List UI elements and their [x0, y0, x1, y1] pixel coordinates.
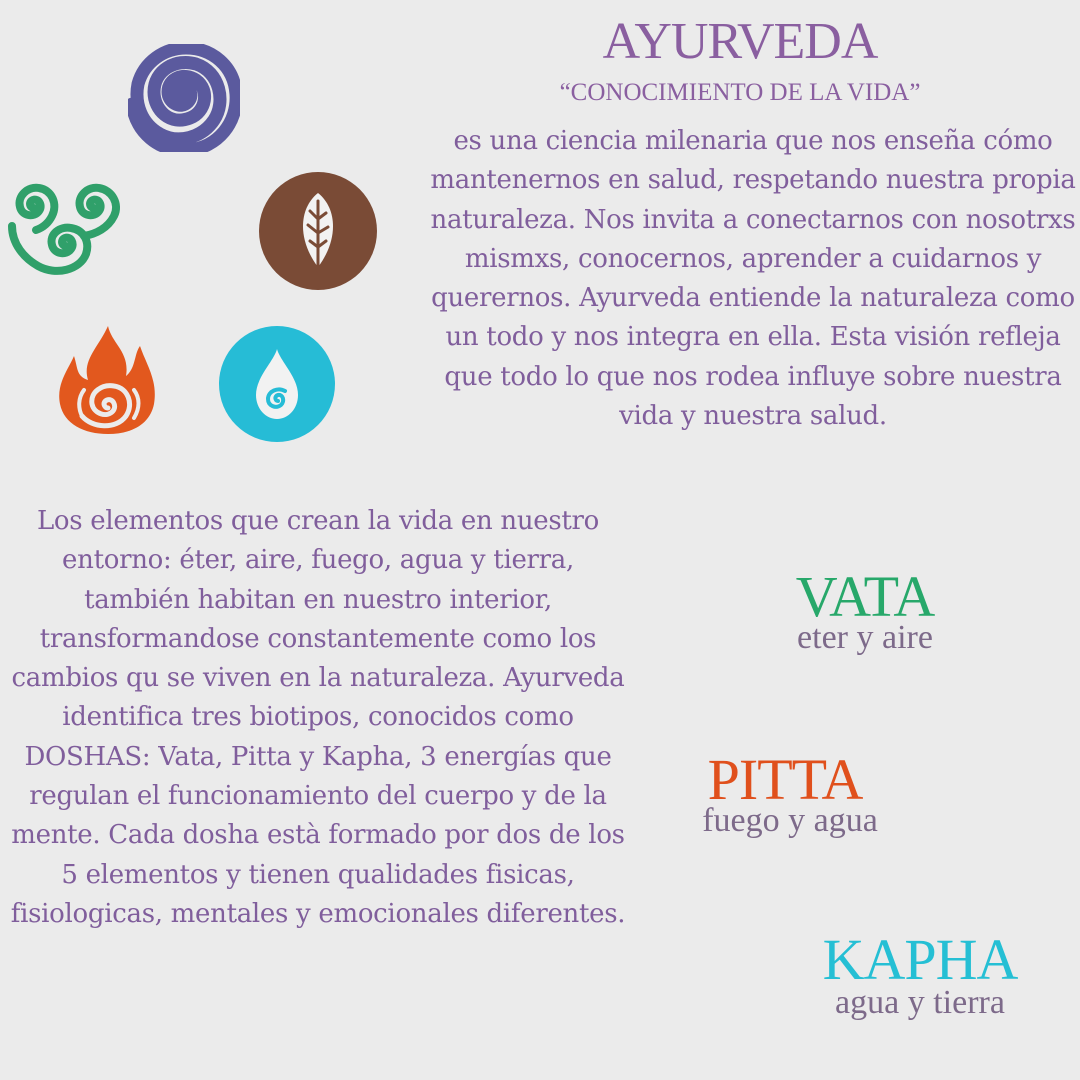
dosha-kapha-name: KAPHA: [822, 927, 1018, 992]
water-drop-icon: [218, 325, 336, 443]
elements-paragraph: Los elementos que crean la vida en nuestro entorno: éter, aire, fuego, agua y tierra, también habitan en nuestro interior, transformandose constantemente como los cambios qu se viven en la naturaleza. Ayurveda identifica tres biotipos, conocidos como DOSHAS: Vata, Pitta y Kapha, 3 energías que regulan el funcionamiento del cuerpo y de la mente. Cada dosha està formado por dos de los 5 elementos y tienen qualidades fisicas, fisiologicas, mentales y emocionales diferentes.: [10, 506, 626, 929]
flame-icon: [54, 324, 162, 436]
spiral-icon: [128, 44, 240, 152]
triple-spiral-icon: [6, 176, 124, 278]
page-subtitle: “CONOCIMIENTO DE LA VIDA”: [559, 79, 921, 106]
dosha-vata-elements: eter y aire: [797, 619, 933, 656]
leaf-icon: [258, 171, 378, 291]
page-title: AYURVEDA: [602, 13, 878, 70]
dosha-pitta-name: PITTA: [707, 747, 863, 812]
dosha-pitta-elements: fuego y agua: [702, 802, 878, 839]
dosha-kapha-elements: agua y tierra: [835, 984, 1005, 1021]
dosha-vata-name: VATA: [795, 564, 935, 629]
intro-paragraph: es una ciencia milenaria que nos enseña cómo mantenernos en salud, respetando nuestra propia naturaleza. Nos invita a conectarnos con nosotrxs mismxs, conocernos, aprender a cuidarnos y querernos. Ayurveda entiende la naturaleza como un todo y nos integra en ella. Esta visión refleja que todo lo que nos rodea influye sobre nuestra vida y nuestra salud.: [430, 126, 1076, 432]
